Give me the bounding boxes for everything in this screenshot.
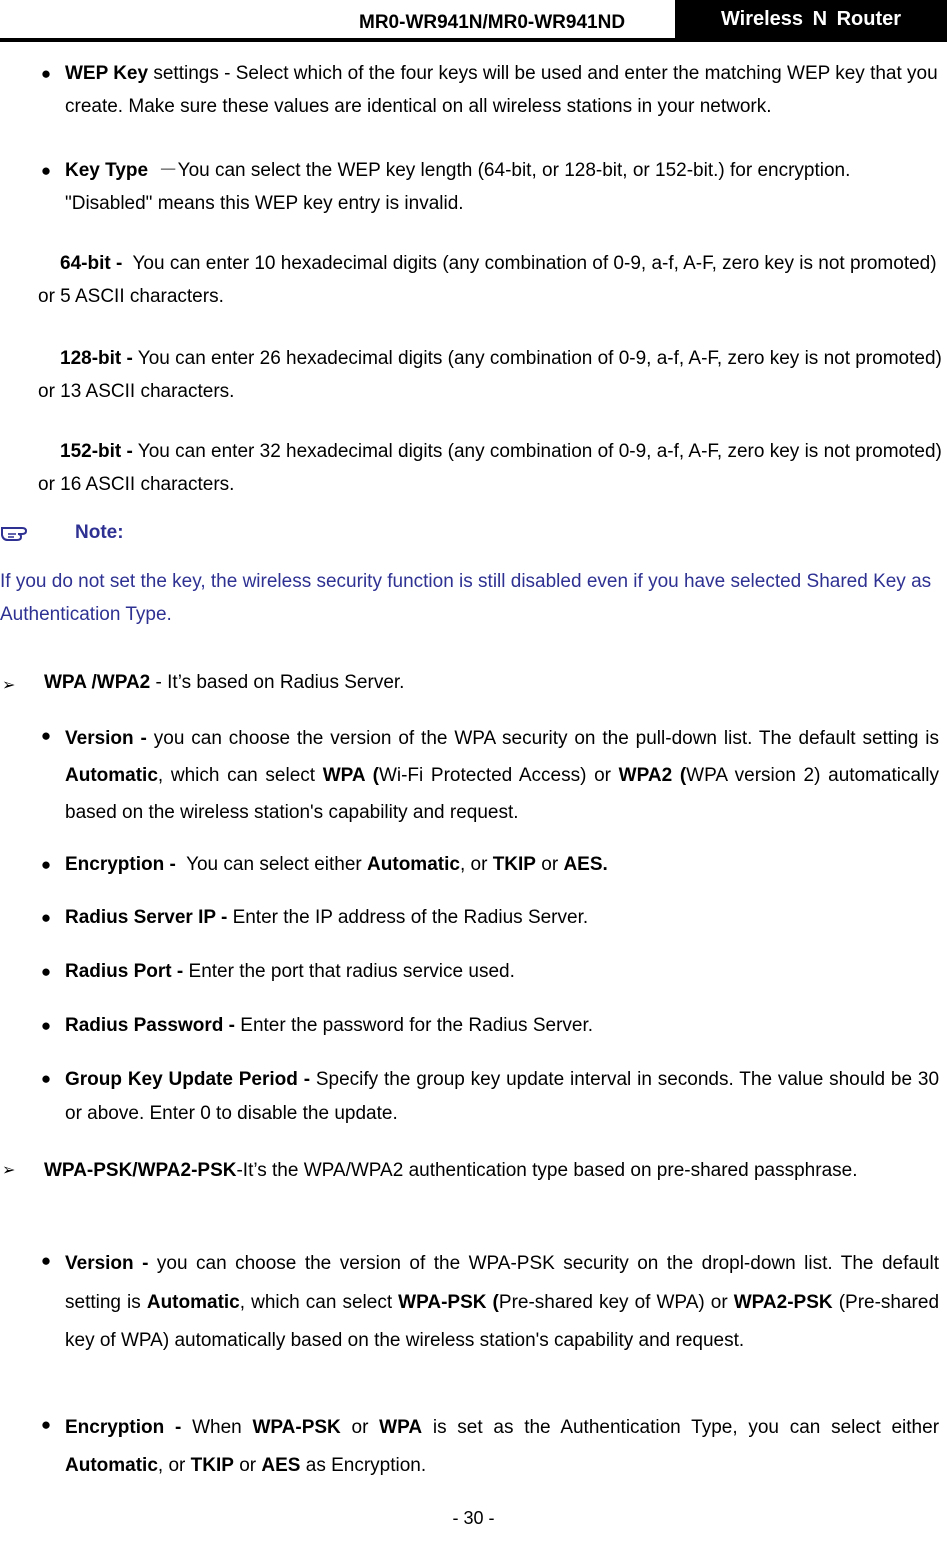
desc: settings - Select which of the four keys will be used and enter the matching WEP key that you create. Make sure these values are identical on all wireless stations in your network. [65, 63, 938, 117]
bit128-item [38, 343, 943, 408]
bullet-icon: ● [40, 726, 52, 745]
radius-ip-item: Radius Server IP - Enter the IP address of the Radius Server. [65, 907, 589, 928]
model-name: MR0-WR941N/MR0-WR941ND [359, 12, 626, 33]
product-tab: Wireless N Router [675, 0, 947, 39]
arrow-bullet-icon: ➢ [2, 677, 16, 694]
term: 152-bit - [60, 441, 133, 462]
wep-key-item [65, 58, 941, 123]
bullet-icon: ● [40, 962, 52, 981]
term: WEP Key [65, 63, 149, 84]
radius-port-item: Radius Port - Enter the port that radius service used. [65, 961, 515, 982]
bit152-item [38, 436, 943, 501]
note-text: If you do not set the key, the wireless security function is still disabled even if you have selected Shared Key as Authentication Type. [0, 571, 932, 625]
bullet-icon: ● [40, 908, 52, 927]
wpa-section [44, 667, 934, 700]
desc: - It’s based on Radius Server. [155, 672, 405, 693]
psk-version-item: Version - you can choose the version of the WPA-PSK security on the dropl-down list. The default setting is Automatic, which can select WPA-PSK (Pre-shared key of WPA) or WPA2-PSK (Pre-shared key of WPA) automatically based on the wireless station's capability and request. [65, 1253, 940, 1351]
bullet-icon: ● [40, 1251, 52, 1270]
bullet-icon: ● [40, 1016, 52, 1035]
wpa-encryption-item: Encryption - You can select either Automatic, or TKIP or AES. [65, 854, 608, 875]
term: WPA /WPA2 [44, 672, 151, 693]
desc: You can enter 10 hexadecimal digits (any combination of 0-9, a-f, A-F, zero key is not promoted) or 5 ASCII characters. [38, 253, 937, 307]
bullet-icon: ● [40, 1415, 52, 1434]
psk-section: WPA-PSK/WPA2-PSK-It’s the WPA/WPA2 authentication type based on pre-shared passphrase. [44, 1160, 858, 1181]
page-number: - 30 - [452, 1508, 495, 1528]
bullet-icon: ● [40, 855, 52, 874]
psk-encryption-item: Encryption - When WPA-PSK or WPA is set as the Authentication Type, you can select either Automatic, or TKIP or AES as Encryption. [65, 1417, 940, 1476]
term: 64-bit - [60, 253, 123, 274]
term: Key Type [65, 160, 149, 181]
note-label: Note: [75, 522, 124, 543]
bit64-item [38, 248, 938, 313]
desc: You can enter 32 hexadecimal digits (any combination of 0-9, a-f, A-F, zero key is not promoted) or 16 ASCII characters. [38, 441, 942, 495]
header-rule [0, 38, 947, 42]
key-type-item [65, 155, 885, 220]
group-key-item: Group Key Update Period - Specify the group key update interval in seconds. The value should be 30 or above. Enter 0 to disable the update. [65, 1069, 940, 1124]
wpa-version-item: Version - you can choose the version of the WPA security on the pull-down list. The default setting is Automatic, which can select WPA (Wi-Fi Protected Access) or WPA2 (WPA version 2) automatically based on the wireless station's capability and request. [65, 728, 940, 823]
bullet-icon: ● [40, 161, 52, 180]
pointing-hand-icon [0, 518, 42, 546]
bullet-icon: ● [40, 1069, 52, 1088]
bullet-icon: ● [40, 64, 52, 83]
page-header [0, 0, 947, 42]
radius-password-item: Radius Password - Enter the password for the Radius Server. [65, 1015, 594, 1036]
desc: －You can select the WEP key length (64-bit, or 128-bit, or 152-bit.) for encryption. "Disabled" means this WEP key entry is invalid. [65, 160, 851, 214]
desc: You can enter 26 hexadecimal digits (any combination of 0-9, a-f, A-F, zero key is not promoted) or 13 ASCII characters. [38, 348, 942, 402]
term: 128-bit - [60, 348, 133, 369]
arrow-bullet-icon: ➢ [2, 1162, 16, 1179]
